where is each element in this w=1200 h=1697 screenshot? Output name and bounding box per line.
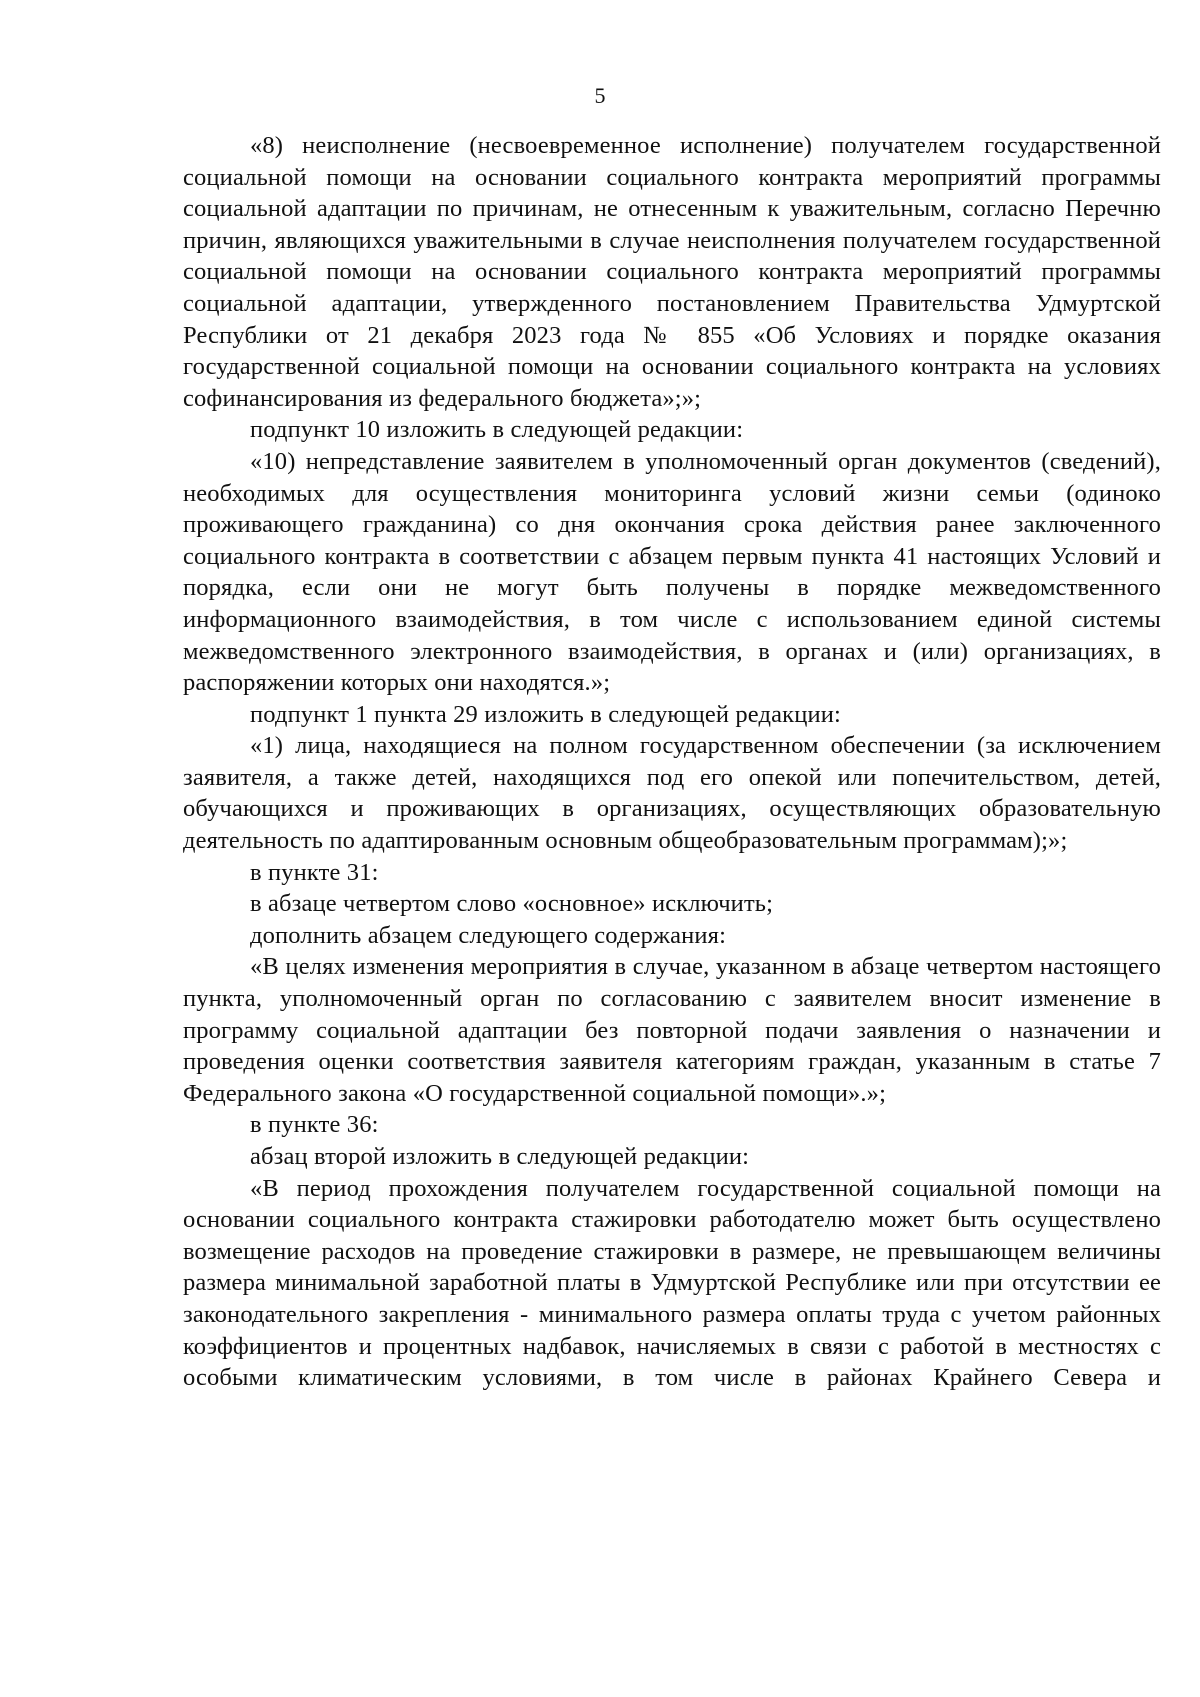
paragraph-add-intro: дополнить абзацем следующего содержания: [250,921,727,949]
paragraph-item-8-text: «8) неисполнение (несвоевременное исполнение) получателем государственной социальной помощи на основании социального контракта мероприятий программы социальной адаптации по причинам, не отнесенным к уважительным, согласно Перечню причин, являющихся уважительными в случае неисполнения получателем государственной социальной помощи на основании социального контракта мероприятий программы социальной адаптации, утвержденного постановлением Правительства Удмуртской Республики от 21 декабря 2023 года № 855 «Об Условиях и порядке оказания государственной социальной помощи на основании социального контракта на условиях софинансирования из федерального бюджета»;»; [183,132,1161,412]
paragraph-item-1-text: «1) лица, находящиеся на полном государственном обеспечении (за исключением заявителя, а также детей, находящихся под его опекой или попечительством, детей, обучающихся и проживающих в организациях, осуществляющих образовательную деятельность по адаптированным основным общеобразовательным программам);»; [183,732,1161,855]
paragraph-point-31-change: в абзаце четвертом слово «основное» исключить; [250,890,774,918]
paragraph-item-10-text: «10) непредставление заявителем в уполномоченный орган документов (сведений), необходимых для осуществления мониторинга условий жизни семьи (одиноко проживающего гражданина) со дня окончания срока действия ранее заключенного социального контракта в соответствии с абзацем первым пункта 41 настоящих Условий и порядка, если они не могут быть получены в порядке межведомственного информационного взаимодействия, в том числе с использованием единой системы межведомственного электронного взаимодействия, в органах и (или) организациях, в распоряжении которых они находятся.»; [183,447,1161,697]
paragraph-point-36-text: «В период прохождения получателем государственной социальной помощи на основании социального контракта стажировки работодателю может быть осуществлено возмещение расходов на проведение стажировки в размере, не превышающем величины размера минимальной заработной платы в Удмуртской Республике или при отсутствии ее законодательного закрепления - минимального размера оплаты труда с учетом районных коэффициентов и процентных надбавок, начисляемых в связи с работой в местностях с особыми климатическим условиями, в том числе в районах Крайнего Севера и [183,1174,1161,1392]
paragraph-point-31-intro: в пункте 31: [250,858,379,886]
document-body [183,130,1161,1394]
page-number: 5 [594,83,606,108]
paragraph-point-36-intro: в пункте 36: [250,1111,379,1139]
paragraph-point-36-change: абзац второй изложить в следующей редакции: [250,1143,750,1170]
paragraph-added-text: «В целях изменения мероприятия в случае, указанном в абзаце четвертом настоящего пункта, уполномоченный орган по согласованию с заявителем вносит изменение в программу социальной адаптации без повторной подачи заявления о назначении и проведения оценки соответствия заявителя категориям граждан, указанным в статье 7 Федерального закона «О государственной социальной помощи».»; [183,953,1161,1107]
paragraph-subpoint-10-intro: подпункт 10 изложить в следующей редакции: [250,416,744,444]
paragraph-subpoint-1-intro: подпункт 1 пункта 29 изложить в следующей редакции: [250,700,841,728]
